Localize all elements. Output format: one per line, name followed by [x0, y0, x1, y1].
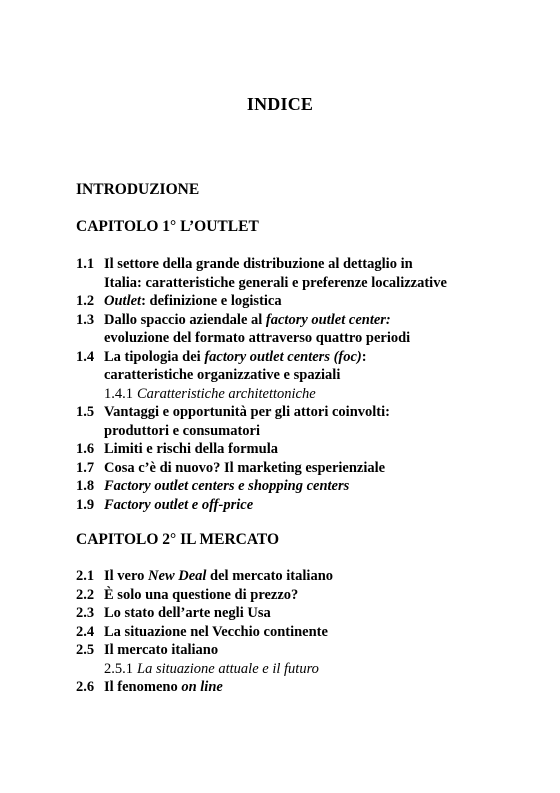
toc-entry-1-6	[76, 440, 516, 459]
toc-entry-2-4	[76, 623, 516, 642]
toc-entry-number: 2.5	[76, 642, 95, 658]
entry-text-fragment: È solo una questione di prezzo?	[104, 586, 299, 603]
toc-entry-number: 1.6	[76, 441, 95, 457]
entry-text-fragment: :	[361, 348, 367, 365]
toc-entry-title	[104, 385, 516, 404]
toc-entry-title	[104, 660, 516, 679]
toc-entry-title	[104, 496, 516, 515]
toc-entry-2-5-1	[76, 660, 516, 679]
toc-entry-number: 2.2	[76, 586, 95, 603]
toc-entry-number: 2.1	[76, 568, 95, 584]
toc-entry-2-5	[76, 641, 516, 660]
entry-text-fragment: La situazione attuale e il futuro	[137, 660, 319, 677]
toc-entry-number: 1.5	[76, 404, 95, 420]
toc-entry-title	[104, 292, 516, 311]
toc-entry-1-4	[76, 348, 516, 385]
toc-entry-number: 1.4	[76, 348, 95, 365]
toc-entry-2-3	[76, 604, 516, 623]
entry-text-fragment: Limiti e rischi della formula	[104, 441, 278, 457]
entry-text-fragment: evoluzione del formato attraverso quattro periodi	[104, 330, 411, 346]
toc-entry-number: 1.9	[76, 496, 95, 513]
toc-entry-title	[104, 477, 516, 496]
toc-entry-number: 1.4.1	[104, 385, 133, 402]
entry-text-fragment: Il settore della grande distribuzione al dettaglio in	[104, 256, 413, 272]
page-title: INDICE	[246, 94, 314, 114]
entry-text-fragment: La situazione nel Vecchio continente	[104, 623, 328, 640]
entry-text-fragment: Factory outlet centers e shopping centers	[104, 478, 350, 494]
entry-text-fragment: Vantaggi e opportunità per gli attori coinvolti:	[104, 404, 390, 420]
toc-entry-number: 1.7	[76, 459, 95, 476]
toc-entry-title	[104, 678, 516, 697]
toc-entry-title	[104, 567, 516, 586]
toc-entry-number: 1.3	[76, 311, 95, 328]
toc-entry-title	[104, 623, 516, 642]
chapter-2-heading: CAPITOLO 2° IL MERCATO	[76, 531, 279, 548]
toc-entry-title	[104, 459, 516, 478]
toc-entry-1-4-1	[76, 385, 516, 404]
chapter-1-heading: CAPITOLO 1° L’OUTLET	[76, 218, 259, 235]
entry-text-fragment: factory outlet center:	[265, 311, 391, 328]
toc-entry-title	[104, 255, 516, 292]
toc-entry-title	[104, 586, 516, 605]
entry-text-fragment: Il vero	[104, 568, 149, 584]
toc-entry-title	[104, 403, 516, 440]
toc-entry-number: 2.4	[76, 623, 95, 640]
toc-entry-title	[104, 311, 516, 348]
entry-text-fragment: produttori e consumatori	[104, 422, 261, 439]
toc-entry-number: 1.2	[76, 293, 95, 309]
toc-entry-number: 2.5.1	[104, 660, 133, 677]
toc-entry-number: 1.8	[76, 478, 95, 494]
entry-text-fragment: del mercato italiano	[206, 568, 334, 584]
toc-entry-1-1	[76, 255, 516, 292]
entry-text-fragment: Italia: caratteristiche generali e preferenze localizzative	[104, 274, 447, 291]
toc-entry-title	[104, 604, 516, 623]
entry-text-fragment: : definizione e logistica	[141, 293, 282, 309]
toc-entry-1-9	[76, 496, 516, 515]
toc-entry-1-5	[76, 403, 516, 440]
toc-entry-1-8	[76, 477, 516, 496]
toc-entry-1-3	[76, 311, 516, 348]
section-introduzione: INTRODUZIONE	[76, 181, 200, 198]
entry-text-fragment: Dallo spaccio aziendale al	[104, 311, 266, 328]
toc-entry-1-7	[76, 459, 516, 478]
toc-entry-2-2	[76, 586, 516, 605]
entry-text-fragment: Cosa c’è di nuovo? Il marketing esperienziale	[104, 459, 386, 476]
entry-text-fragment: Il mercato italiano	[104, 642, 219, 658]
toc-entry-2-1	[76, 567, 516, 586]
entry-text-fragment: Factory outlet e off-price	[104, 496, 254, 513]
toc-entry-title	[104, 641, 516, 660]
toc-entry-title	[104, 440, 516, 459]
entry-text-fragment: Outlet	[104, 293, 142, 309]
toc-entry-1-2	[76, 292, 516, 311]
entry-text-fragment: La tipologia dei	[104, 348, 205, 365]
entry-text-fragment: Caratteristiche architettoniche	[137, 385, 316, 402]
entry-text-fragment: Il fenomeno	[104, 679, 182, 695]
entry-text-fragment: Lo stato dell’arte negli Usa	[104, 605, 271, 621]
toc-entry-number: 2.6	[76, 679, 95, 695]
entry-text-fragment: factory outlet centers (foc)	[204, 348, 362, 365]
toc-entry-2-6	[76, 678, 516, 697]
entry-text-fragment: caratteristiche organizzative e spaziali	[104, 367, 341, 383]
toc-entry-number: 1.1	[76, 256, 95, 272]
toc-entry-number: 2.3	[76, 605, 95, 621]
entry-text-fragment: on line	[181, 679, 223, 695]
toc-entry-title	[104, 348, 516, 385]
entry-text-fragment: New Deal	[148, 568, 207, 584]
